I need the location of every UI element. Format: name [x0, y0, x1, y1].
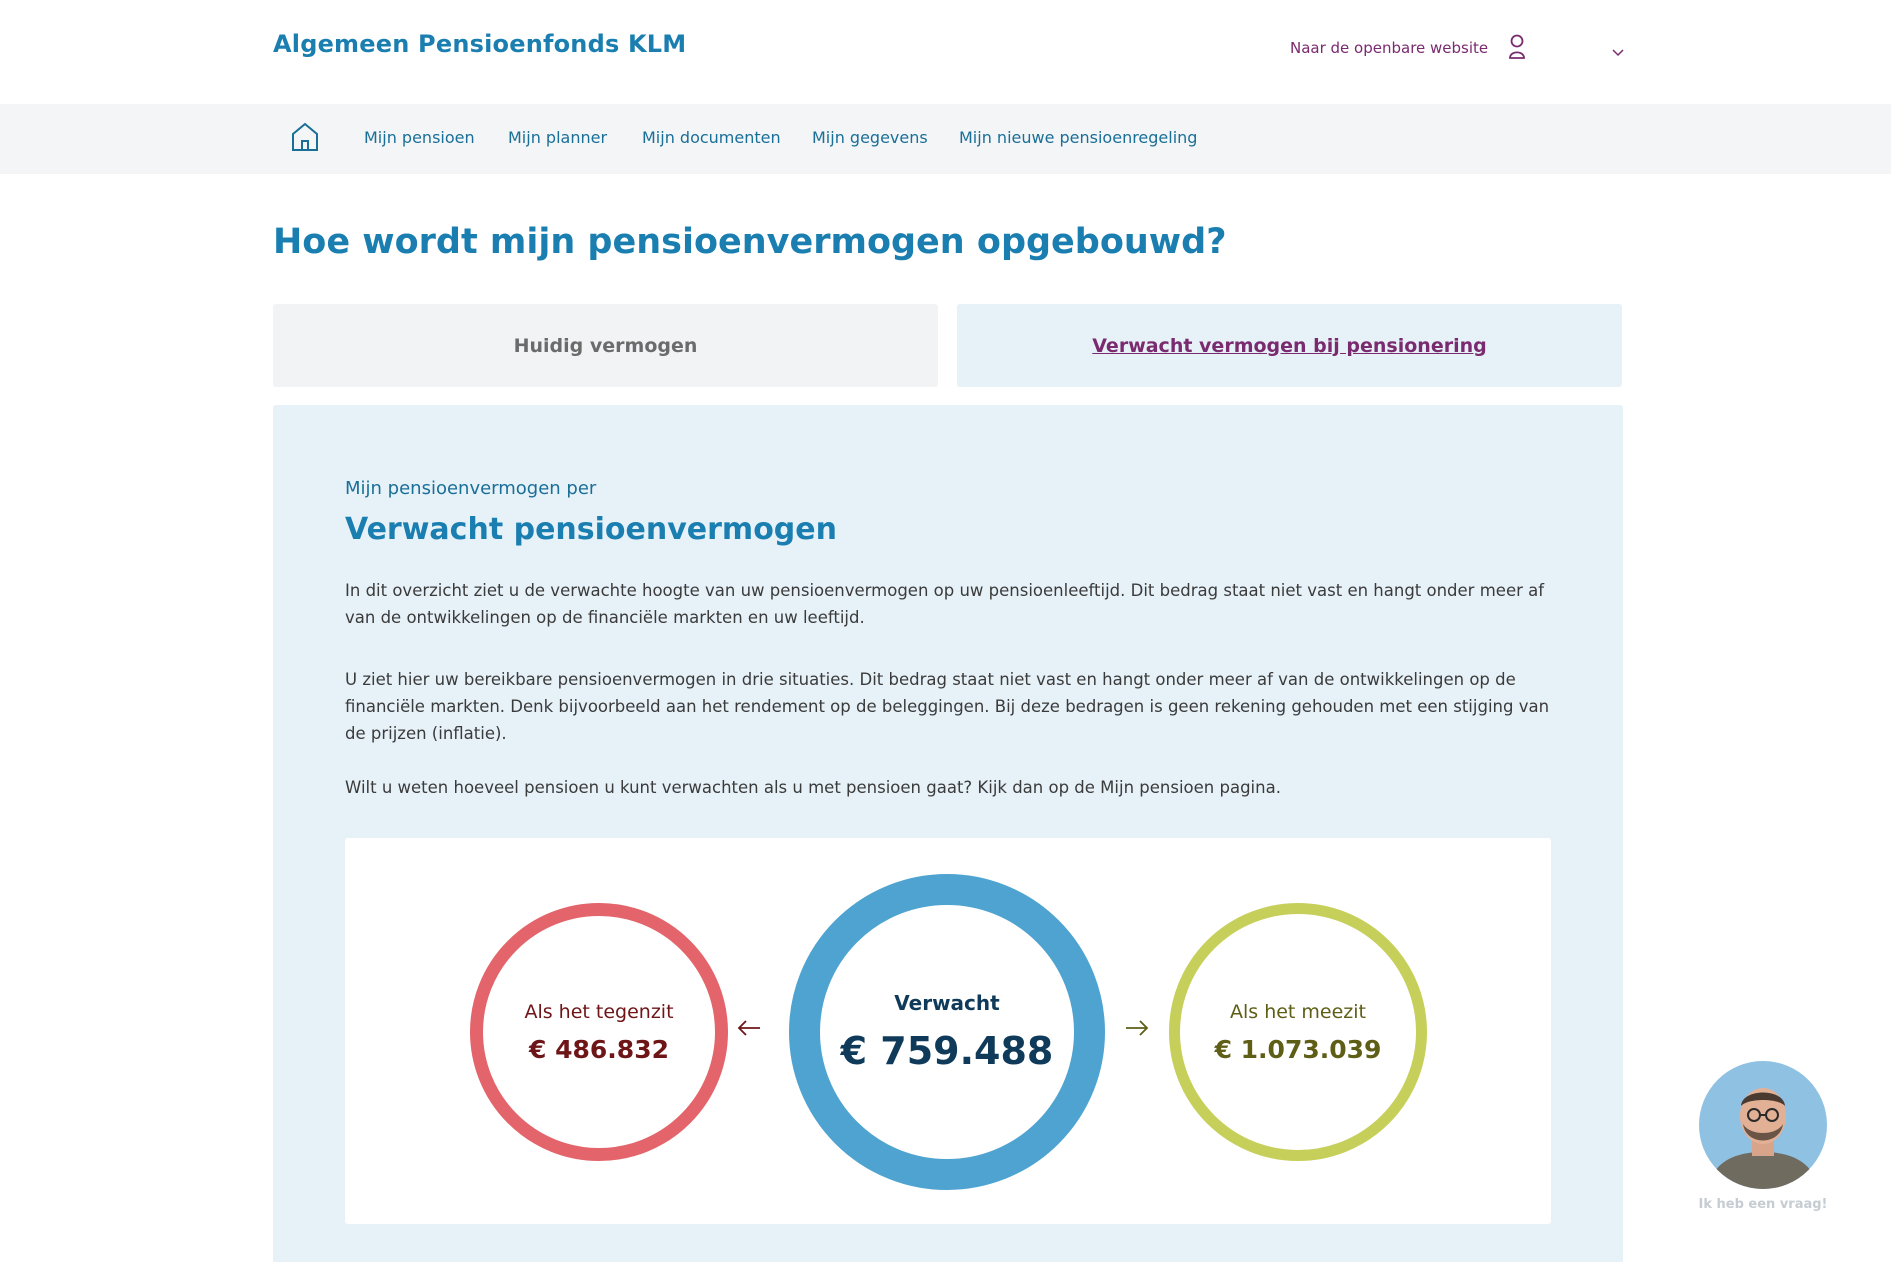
scenario-bad-label: Als het tegenzit: [524, 1000, 674, 1023]
scenario-expected-circle: [789, 874, 1105, 1190]
nav-item-mijn-nieuwe-pensioenregeling[interactable]: Mijn nieuwe pensioenregeling: [959, 128, 1198, 147]
arrow-left-icon: [737, 1020, 761, 1040]
scenario-good-circle: [1169, 903, 1427, 1161]
scenario-bad-value: € 486.832: [529, 1034, 669, 1064]
panel-kicker: Mijn pensioenvermogen per: [345, 478, 597, 499]
brand-logo[interactable]: Algemeen Pensioenfonds KLM: [273, 30, 687, 58]
panel-title: Verwacht pensioenvermogen: [345, 512, 837, 547]
assistant-label[interactable]: Ik heb een vraag!: [1698, 1197, 1828, 1212]
home-icon[interactable]: [290, 121, 320, 157]
pension-link-paragraph: Wilt u weten hoeveel pensioen u kunt verwachten als u met pensioen gaat? Kijk dan op de Mijn pensioen pagina.: [345, 778, 1281, 797]
user-icon[interactable]: [1508, 34, 1526, 64]
page-title: Hoe wordt mijn pensioenvermogen opgebouwd?: [273, 222, 1227, 262]
chevron-down-icon[interactable]: [1612, 42, 1624, 61]
scenario-good-value: € 1.073.039: [1214, 1034, 1382, 1064]
tab-huidig-vermogen[interactable]: Huidig vermogen: [273, 304, 938, 387]
main-navigation: [0, 104, 1891, 174]
site-header: [0, 0, 1891, 104]
public-website-link[interactable]: Naar de openbare website: [1290, 39, 1489, 57]
nav-item-mijn-planner[interactable]: Mijn planner: [508, 128, 608, 147]
nav-item-mijn-gegevens[interactable]: Mijn gegevens: [812, 128, 928, 147]
scenario-card: [345, 838, 1551, 1224]
assistant-avatar[interactable]: [1698, 1060, 1828, 1194]
expected-capital-panel: [273, 405, 1623, 1262]
scenario-expected-label: Verwacht: [894, 991, 1000, 1015]
scenario-good-label: Als het meezit: [1229, 1000, 1367, 1023]
scenario-expected-value: € 759.488: [840, 1029, 1054, 1073]
scenarios-paragraph: U ziet hier uw bereikbare pensioenvermogen in drie situaties. Dit bedrag staat niet vast en hangt onder meer af van de ontwikkelingen op de financiële markten. Denk bijvoorbeeld aan het rendement op de beleggingen. Bij deze bedragen is geen rekening gehouden met een stijging van de prijzen (inflatie).: [345, 670, 1550, 743]
intro-paragraph: In dit overzicht ziet u de verwachte hoogte van uw pensioenvermogen op uw pensioenleeftijd. Dit bedrag staat niet vast en hangt onder meer af van de ontwikkelingen op de financiële markten en uw leeftijd.: [345, 581, 1545, 627]
nav-item-mijn-documenten[interactable]: Mijn documenten: [642, 128, 781, 147]
tab-verwacht-vermogen[interactable]: Verwacht vermogen bij pensionering: [957, 304, 1622, 387]
nav-item-mijn-pensioen[interactable]: Mijn pensioen: [364, 128, 475, 147]
arrow-right-icon: [1125, 1020, 1149, 1040]
scenario-bad-circle: [470, 903, 728, 1161]
